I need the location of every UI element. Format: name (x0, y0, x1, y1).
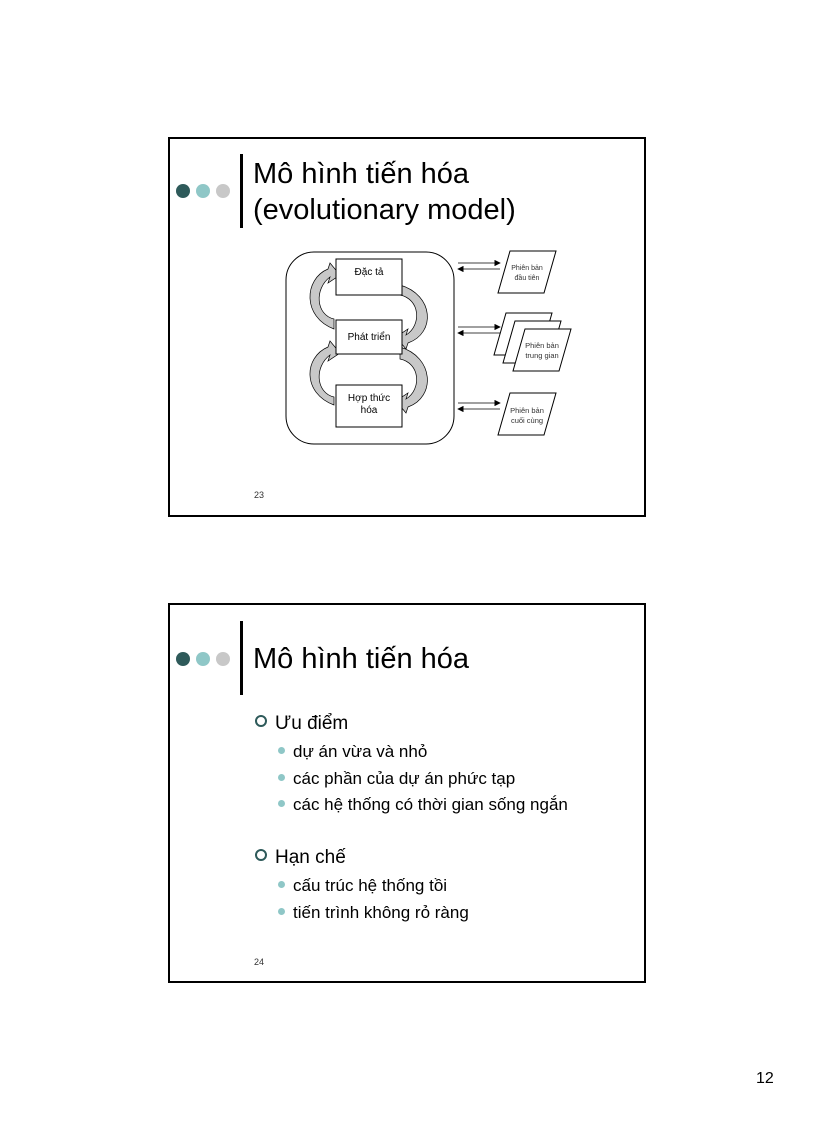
slide-title (253, 156, 516, 228)
dot-bullet-icon (278, 800, 285, 807)
list-item-text: dự án vừa và nhỏ (293, 742, 428, 761)
dot-bullet-icon (278, 774, 285, 781)
list-item (278, 876, 447, 896)
output-final-label-2: cuối cùng (510, 416, 544, 425)
slide-title-line1: Mô hình tiến hóa (253, 158, 470, 190)
dot-gray-icon (216, 184, 230, 198)
activity-label-dev: Phát triển (347, 332, 391, 343)
ring-bullet-icon (255, 715, 267, 727)
activity-label-validate-2: hóa (360, 405, 378, 416)
list-item (278, 795, 568, 815)
dot-bullet-icon (278, 747, 285, 754)
output-initial-label-2: đầu tiên (514, 275, 540, 282)
list-item-text: các phần của dự án phức tạp (293, 769, 516, 788)
section-heading-pros-text: Ưu điểm (275, 713, 349, 734)
list-item-text: tiến trình không rỏ ràng (293, 903, 469, 922)
list-item (278, 742, 427, 762)
slide-24 (168, 603, 646, 983)
list-item (278, 903, 469, 923)
output-intermediate-label-1: Phiên bản (525, 341, 559, 350)
section-heading-cons (255, 847, 346, 869)
page-number: 12 (756, 1070, 774, 1087)
activity-label-validate-1: Hợp thức (347, 393, 391, 404)
title-divider (240, 621, 243, 695)
list-item (278, 769, 515, 789)
slide-title: Mô hình tiến hóa (253, 643, 470, 675)
slide-number: 24 (254, 957, 265, 967)
section-heading-cons-text: Hạn chế (275, 847, 346, 868)
section-heading-pros (255, 713, 348, 735)
dot-bullet-icon (278, 908, 285, 915)
output-intermediate-label-2: trung gian (525, 351, 559, 360)
slide-23 (168, 137, 646, 517)
title-divider (240, 154, 243, 228)
list-item-text: cấu trúc hệ thống tồi (293, 876, 448, 895)
ring-bullet-icon (255, 849, 267, 861)
dot-light-icon (196, 184, 210, 198)
output-initial-version (498, 251, 556, 293)
slide-number: 23 (254, 490, 265, 500)
list-item-text: các hệ thống có thời gian sống ngắn (293, 795, 568, 814)
dot-dark-icon (176, 652, 190, 666)
dot-bullet-icon (278, 881, 285, 888)
dot-dark-icon (176, 184, 190, 198)
slide-decoration-dots (176, 184, 236, 200)
activity-label-spec: Đặc tả (354, 267, 384, 278)
slide-title-line2: (evolutionary model) (253, 194, 516, 226)
dot-gray-icon (216, 652, 230, 666)
evolutionary-diagram (274, 247, 594, 452)
output-final-label-1: Phiên bản (510, 406, 544, 415)
output-initial-label-1: Phiên bản (511, 265, 543, 272)
dot-light-icon (196, 652, 210, 666)
slide-decoration-dots (176, 652, 236, 668)
